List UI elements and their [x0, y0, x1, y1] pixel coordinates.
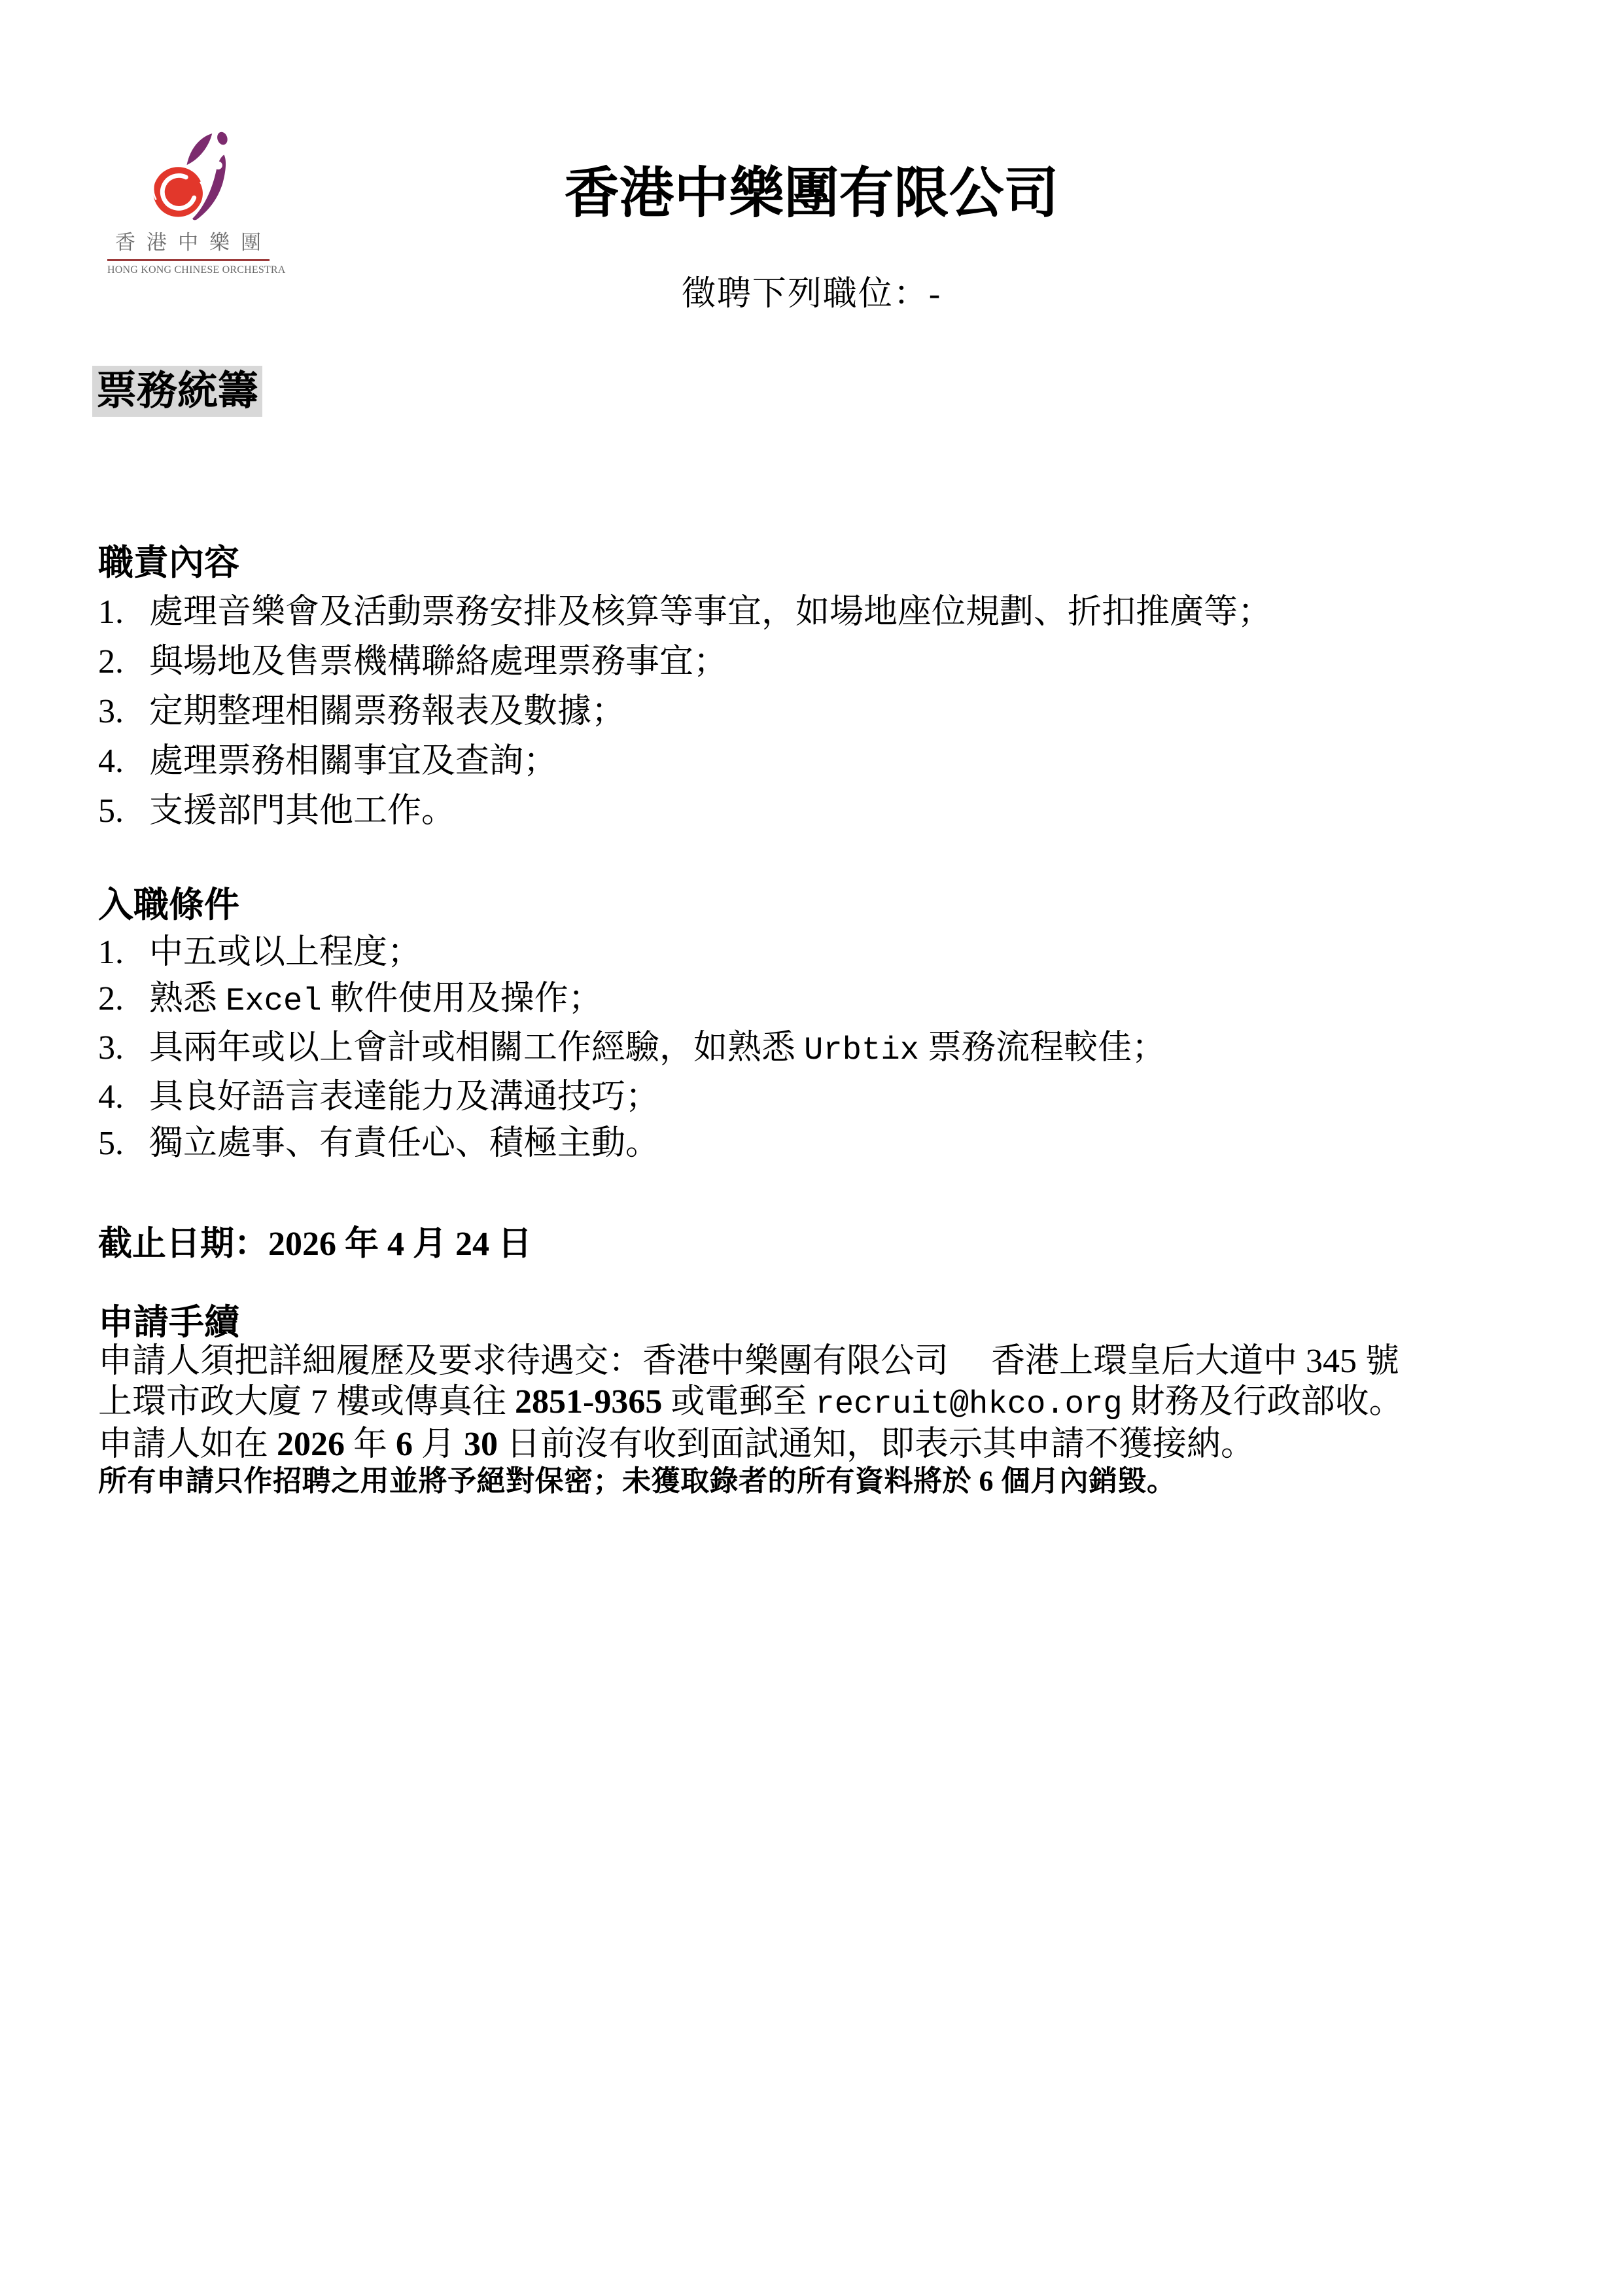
list-item [98, 929, 1166, 976]
list-item-text: 與場地及售票機構聯絡處理票務事宜； [149, 643, 728, 680]
logo-english-name: HONG KONG CHINESE ORCHESTRA [107, 264, 286, 275]
apply-text: 年 [345, 1426, 396, 1463]
apply-text: 樓或傳真往 [328, 1383, 515, 1421]
apply-heading: 申請手續 [98, 1303, 239, 1342]
list-item-number: 3. [98, 693, 124, 730]
list-item-text: 支援部門其他工作。 [149, 792, 456, 830]
apply-text: 申請人如在 [98, 1426, 277, 1463]
privacy-note: 所有申請只作招聘之用並將予絕對保密；未獲取錄者的所有資料將於 6 個月內銷毀。 [98, 1465, 1176, 1497]
reply-month: 6 [396, 1426, 413, 1463]
list-item [98, 1074, 1166, 1120]
list-item-text: 定期整理相關票務報表及數據； [149, 693, 626, 730]
floor-number: 7 [311, 1383, 328, 1421]
apply-line-2 [98, 1382, 1403, 1424]
apply-text: 號 [1357, 1343, 1400, 1380]
company-title: 香港中樂團有限公司 [564, 164, 1059, 224]
email-address: recruit@hkco.org [815, 1386, 1123, 1422]
logo-divider [107, 259, 270, 261]
list-item-number: 3. [98, 1029, 124, 1067]
position-title: 票務統籌 [92, 366, 262, 417]
apply-text: 上環市政大廈 [98, 1383, 311, 1421]
list-item [98, 737, 1272, 786]
logo-figure-wing [187, 133, 213, 165]
apply-text: 或電郵至 [662, 1383, 816, 1421]
list-item-number: 5. [98, 1125, 124, 1162]
list-item-text: 具兩年或以上會計或相關工作經驗，如熟悉 [149, 1029, 805, 1067]
list-item-number: 4. [98, 743, 124, 780]
fax-number: 2851-9365 [515, 1383, 663, 1421]
list-item [98, 1025, 1166, 1074]
reply-year: 2026 [277, 1426, 345, 1463]
duties-list [98, 588, 1272, 836]
requirements-list [98, 929, 1166, 1167]
apply-line-1 [98, 1341, 1403, 1382]
list-item-text: 票務流程較佳； [919, 1029, 1166, 1067]
apply-text: 日前沒有收到面試通知，即表示其申請不獲接納。 [498, 1426, 1255, 1463]
list-item-number: 2. [98, 643, 124, 680]
list-item [98, 588, 1272, 637]
duties-heading: 職責內容 [98, 543, 239, 582]
recruit-subtitle: 徵聘下列職位：- [681, 275, 942, 313]
list-item-text: 具良好語言表達能力及溝通技巧； [149, 1078, 660, 1116]
logo-chinese-name: 香港中樂團 [115, 231, 272, 254]
apply-text: 財務及行政部收。 [1122, 1383, 1403, 1421]
list-item [98, 976, 1166, 1025]
logo-figure-head [216, 131, 229, 147]
requirements-heading: 入職條件 [98, 885, 239, 925]
list-item-text: 熟悉 [149, 980, 226, 1017]
list-item [98, 1120, 1166, 1167]
list-item [98, 687, 1272, 737]
software-name: Excel [226, 983, 322, 1019]
list-item-number: 5. [98, 792, 124, 830]
list-item-number: 1. [98, 934, 124, 971]
apply-line-3 [98, 1424, 1403, 1465]
software-name: Urbtix [804, 1032, 919, 1069]
list-item-text: 中五或以上程度； [149, 934, 422, 971]
apply-paragraph [98, 1341, 1403, 1465]
list-item-number: 2. [98, 980, 124, 1017]
list-item-text: 獨立處事、有責任心、積極主動。 [149, 1125, 660, 1162]
list-item [98, 786, 1272, 836]
reply-day: 30 [464, 1426, 498, 1463]
deadline-line: 截止日期：2026 年 4 月 24 日 [98, 1226, 532, 1263]
list-item-number: 1. [98, 593, 124, 631]
list-item-text: 軟件使用及操作； [321, 980, 602, 1017]
apply-text: 月 [413, 1426, 464, 1463]
list-item-text: 處理票務相關事宜及查詢； [149, 743, 558, 780]
street-number: 345 [1306, 1343, 1357, 1380]
list-item-number: 4. [98, 1078, 124, 1116]
apply-text: 申請人須把詳細履歷及要求待遇交：香港中樂團有限公司 香港上環皇后大道中 [98, 1343, 1306, 1380]
list-item [98, 637, 1272, 687]
list-item-text: 處理音樂會及活動票務安排及核算等事宜，如場地座位規劃、折扣推廣等； [149, 593, 1272, 631]
